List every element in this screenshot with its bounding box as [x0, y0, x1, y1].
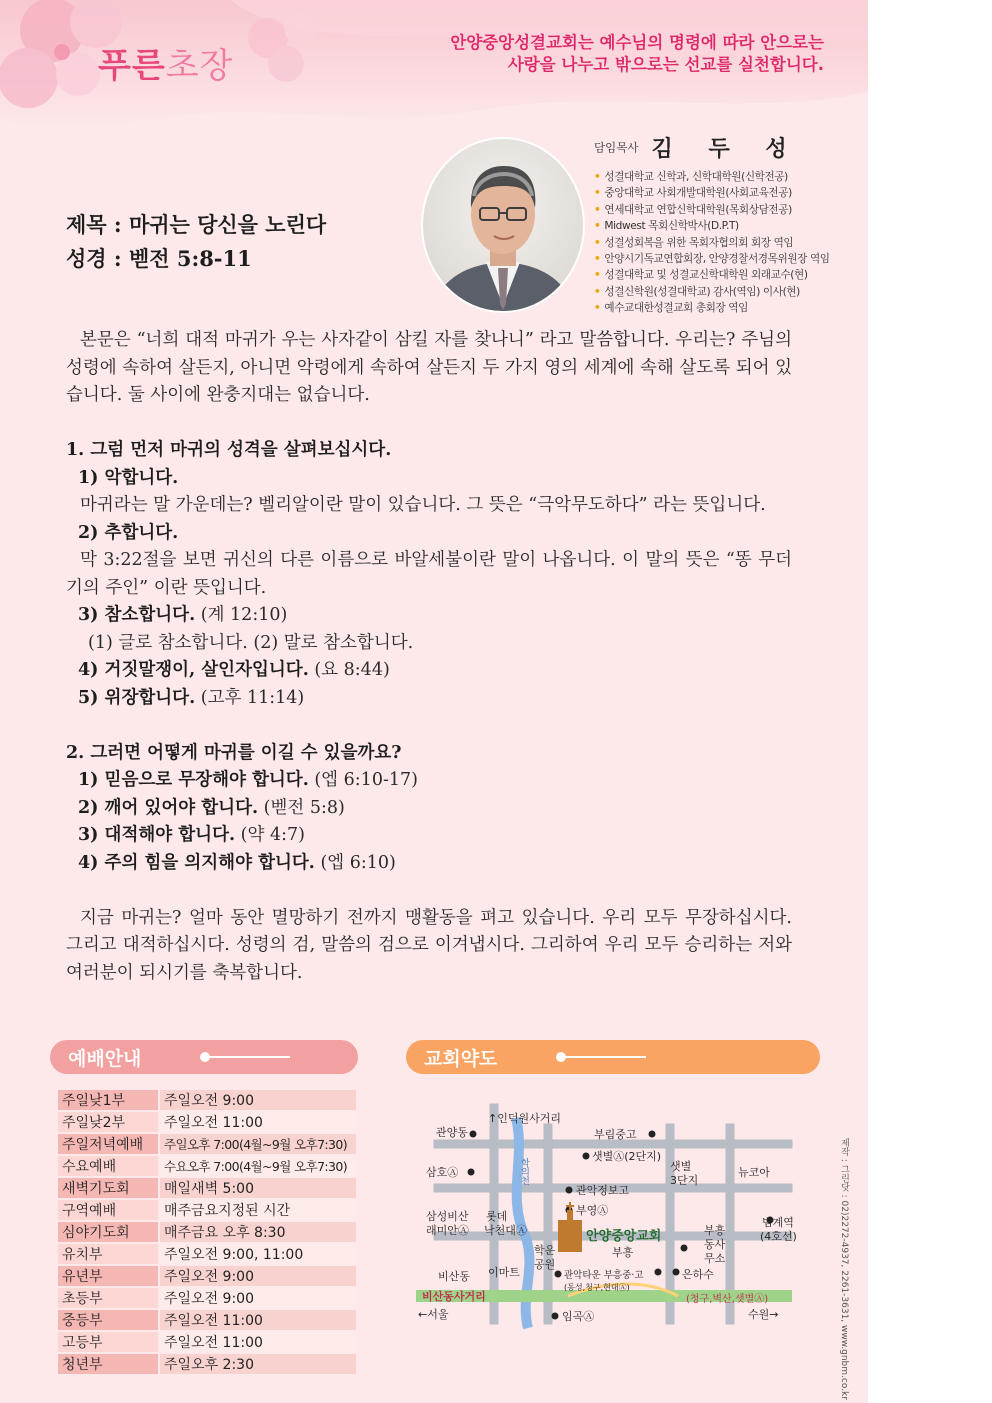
map-label: 공원 [534, 1258, 556, 1271]
map-label: 수원→ [748, 1308, 779, 1321]
point-1-5: 5) 위장합니다. (고후 11:14) [78, 687, 305, 708]
table-row: 주일낮2부 주일오전 11:00 [58, 1112, 356, 1132]
table-row: 유년부 주일오전 9:00 [58, 1266, 356, 1286]
map-label: 삼호Ⓐ [426, 1166, 459, 1179]
map-label: 뉴코아 [738, 1166, 770, 1179]
credential-item: • 성결대학교 신학과, 신학대학원(신학전공) [594, 169, 864, 185]
pastor-credentials [594, 169, 864, 317]
map-label: 비산동사거리 [422, 1290, 486, 1303]
table-row: 심야기도회 매주금요 오후 8:30 [58, 1222, 356, 1242]
church-location-map [408, 1088, 798, 1338]
credential-item: • 연세대학교 연합신학대학원(목회상담전공) [594, 202, 864, 218]
point-2-1: 1) 믿음으로 무장해야 합니다. (엡 6:10-17) [78, 770, 418, 790]
credential-item: • 예수교대한성결교회 총회장 역임 [594, 300, 864, 316]
map-label: 샛별Ⓐ(2단지) [592, 1150, 662, 1163]
map-label: (동성,청구,현대Ⓐ) [564, 1283, 630, 1292]
church-map-title: 교회약도 [424, 1048, 498, 1070]
sermon-scripture: 성경 : 벧전 5:8-11 [66, 246, 252, 271]
map-label: 범계역 [762, 1216, 794, 1229]
map-label: 은하수 [682, 1268, 714, 1281]
point-2-4: 4) 주의 힘을 의지해야 합니다. (엡 6:10) [78, 852, 396, 873]
map-label: 샛별 [670, 1160, 692, 1173]
map-label: 부흥 [704, 1224, 726, 1237]
section-2-heading: 2. 그러면 어떻게 마귀를 이길 수 있을까요? [66, 742, 402, 763]
map-label: ←서울 [418, 1308, 449, 1321]
pastor-portrait [420, 136, 586, 314]
table-row: 초등부 주일오전 9:00 [58, 1288, 356, 1308]
sermon-body [66, 327, 792, 987]
motto-line-1: 안양중앙성결교회는 예수님의 명령에 따라 안으로는 [450, 33, 824, 52]
church-map-banner [406, 1040, 820, 1074]
map-label: 3단지 [670, 1174, 699, 1187]
map-label: 낙천대Ⓐ [484, 1224, 527, 1237]
pastor-role: 담임목사 [594, 140, 639, 155]
credential-item: • 안양시기독교연합회장, 안양경찰서경목위원장 역임 [594, 251, 864, 267]
table-row: 수요예배 수요오후 7:00(4월~9월 오후7:30) [58, 1156, 356, 1176]
table-row: 새벽기도회 매일새벽 5:00 [58, 1178, 356, 1198]
point-1-2-text: 막 3:22절을 보면 귀신의 다른 이름으로 바알세불이란 말이 나옵니다. 이 말의 뜻은 “똥 무더기의 주인” 이란 뜻입니다. [66, 550, 792, 598]
sermon-header [66, 208, 326, 276]
credential-item: • Midwest 목회신학박사(D.P.T) [594, 218, 864, 234]
point-2-2: 2) 깨어 있어야 합니다. (벧전 5:8) [78, 797, 345, 818]
sermon-conclusion: 지금 마귀는? 얼마 동안 멸망하기 전까지 맹활동을 펴고 있습니다. 우리 모두 무장하십시다. 그리고 대적하십시다. 성령의 검, 말씀의 검으로 이겨냅시다. 그리하여 우리 모두 승리하는 저와 여러분이 되시기를 축복합니다. [66, 907, 792, 983]
table-row: 주일저녁예배 주일오후 7:00(4월~9월 오후7:30) [58, 1134, 356, 1154]
credential-item: • 성결신학원(성결대학교) 감사(역임) 이사(현) [594, 284, 864, 300]
map-label: 학의천 [519, 1158, 529, 1185]
map-label: 무소 [704, 1252, 726, 1265]
sermon-title: 제목 : 마귀는 당신을 노린다 [66, 212, 327, 237]
table-row: 주일낮1부 주일오전 9:00 [58, 1090, 356, 1110]
table-row: 유치부 주일오전 9:00, 11:00 [58, 1244, 356, 1264]
map-label: (청구,벽산,샛별Ⓐ) [686, 1294, 769, 1305]
map-label: 롯데 [486, 1210, 508, 1223]
worship-guide-title: 예배안내 [68, 1048, 142, 1070]
map-label: 부림중고 [594, 1128, 637, 1141]
credential-item: • 성결대학교 및 성결교신학대학원 외래교수(현) [594, 267, 864, 283]
bulletin-title [98, 38, 233, 87]
table-row: 고등부 주일오전 11:00 [58, 1332, 356, 1352]
map-label: (4호선) [760, 1230, 797, 1243]
map-label: 임곡Ⓐ [562, 1310, 595, 1323]
table-row: 청년부 주일오후 2:30 [58, 1354, 356, 1374]
map-label: 관양동 [436, 1126, 468, 1139]
point-1-3: 3) 참소합니다. (계 12:10) [78, 605, 288, 625]
table-row: 구역예배 매주금요지정된 시간 [58, 1200, 356, 1220]
motto-line-2: 사랑을 나누고 밖으로는 선교를 실천합니다. [507, 55, 824, 74]
print-credit: 제작 : 그린닷 : 02)2272-4937, 2261-3631, www.gnbm.co.kr [839, 1138, 849, 1400]
map-label: 이마트 [488, 1266, 520, 1279]
table-row: 중등부 주일오전 11:00 [58, 1310, 356, 1330]
point-1-1-text: 마귀라는 말 가운데는? 벨리알이란 말이 있습니다. 그 뜻은 “극악무도하다” 라는 뜻입니다. [80, 495, 766, 515]
map-label: 부영Ⓐ [576, 1204, 609, 1217]
pastor-profile [594, 132, 864, 317]
brand-part-2: 초장 [165, 46, 234, 86]
credential-item: • 성결성회복을 위한 목회자협의회 회장 역임 [594, 235, 864, 251]
point-2-3: 3) 대적해야 합니다. (약 4:7) [78, 825, 305, 845]
church-motto [450, 32, 824, 76]
point-1-3-text: (1) 글로 참소합니다. (2) 말로 참소합니다. [88, 632, 414, 653]
pastor-name: 김 두 성 [651, 136, 801, 162]
brand-part-1: 푸른 [98, 46, 166, 86]
pastor-heading [594, 132, 864, 163]
point-1-4: 4) 거짓말쟁이, 살인자입니다. (요 8:44) [78, 660, 390, 680]
map-label: 안양중앙교회 [586, 1229, 662, 1244]
point-1-1: 1) 악합니다. [78, 467, 179, 488]
map-label: 관악정보고 [576, 1184, 630, 1197]
map-label: 동사 [704, 1238, 726, 1251]
worship-guide-banner [50, 1040, 358, 1074]
map-label: 학운 [534, 1244, 556, 1257]
map-label: 삼성비산 [426, 1210, 469, 1223]
map-label: 비산동 [438, 1270, 470, 1283]
map-label: ↑인덕원사거리 [488, 1112, 561, 1125]
credential-item: • 중앙대학교 사회개발대학원(사회교육전공) [594, 185, 864, 201]
map-label: 관악타운 부흥중·고 [564, 1270, 644, 1281]
map-label: 래미안Ⓐ [426, 1224, 469, 1237]
point-1-2: 2) 추합니다. [78, 522, 179, 543]
section-1-heading: 1. 그럼 먼저 마귀의 성격을 살펴보십시다. [66, 440, 392, 460]
map-label: 부흥 [612, 1246, 634, 1259]
worship-schedule-table [58, 1088, 356, 1376]
sermon-intro: 본문은 “너희 대적 마귀가 우는 사자같이 삼킬 자를 찾나니” 라고 말씀합니다. 우리는? 주님의 성령에 속하여 살든지, 아니면 악령에게 속하여 살든지 두 가지 영의 세계에 속해 살도록 되어 있습니다. 둘 사이에 완충지대는 없습니다. [66, 330, 792, 405]
